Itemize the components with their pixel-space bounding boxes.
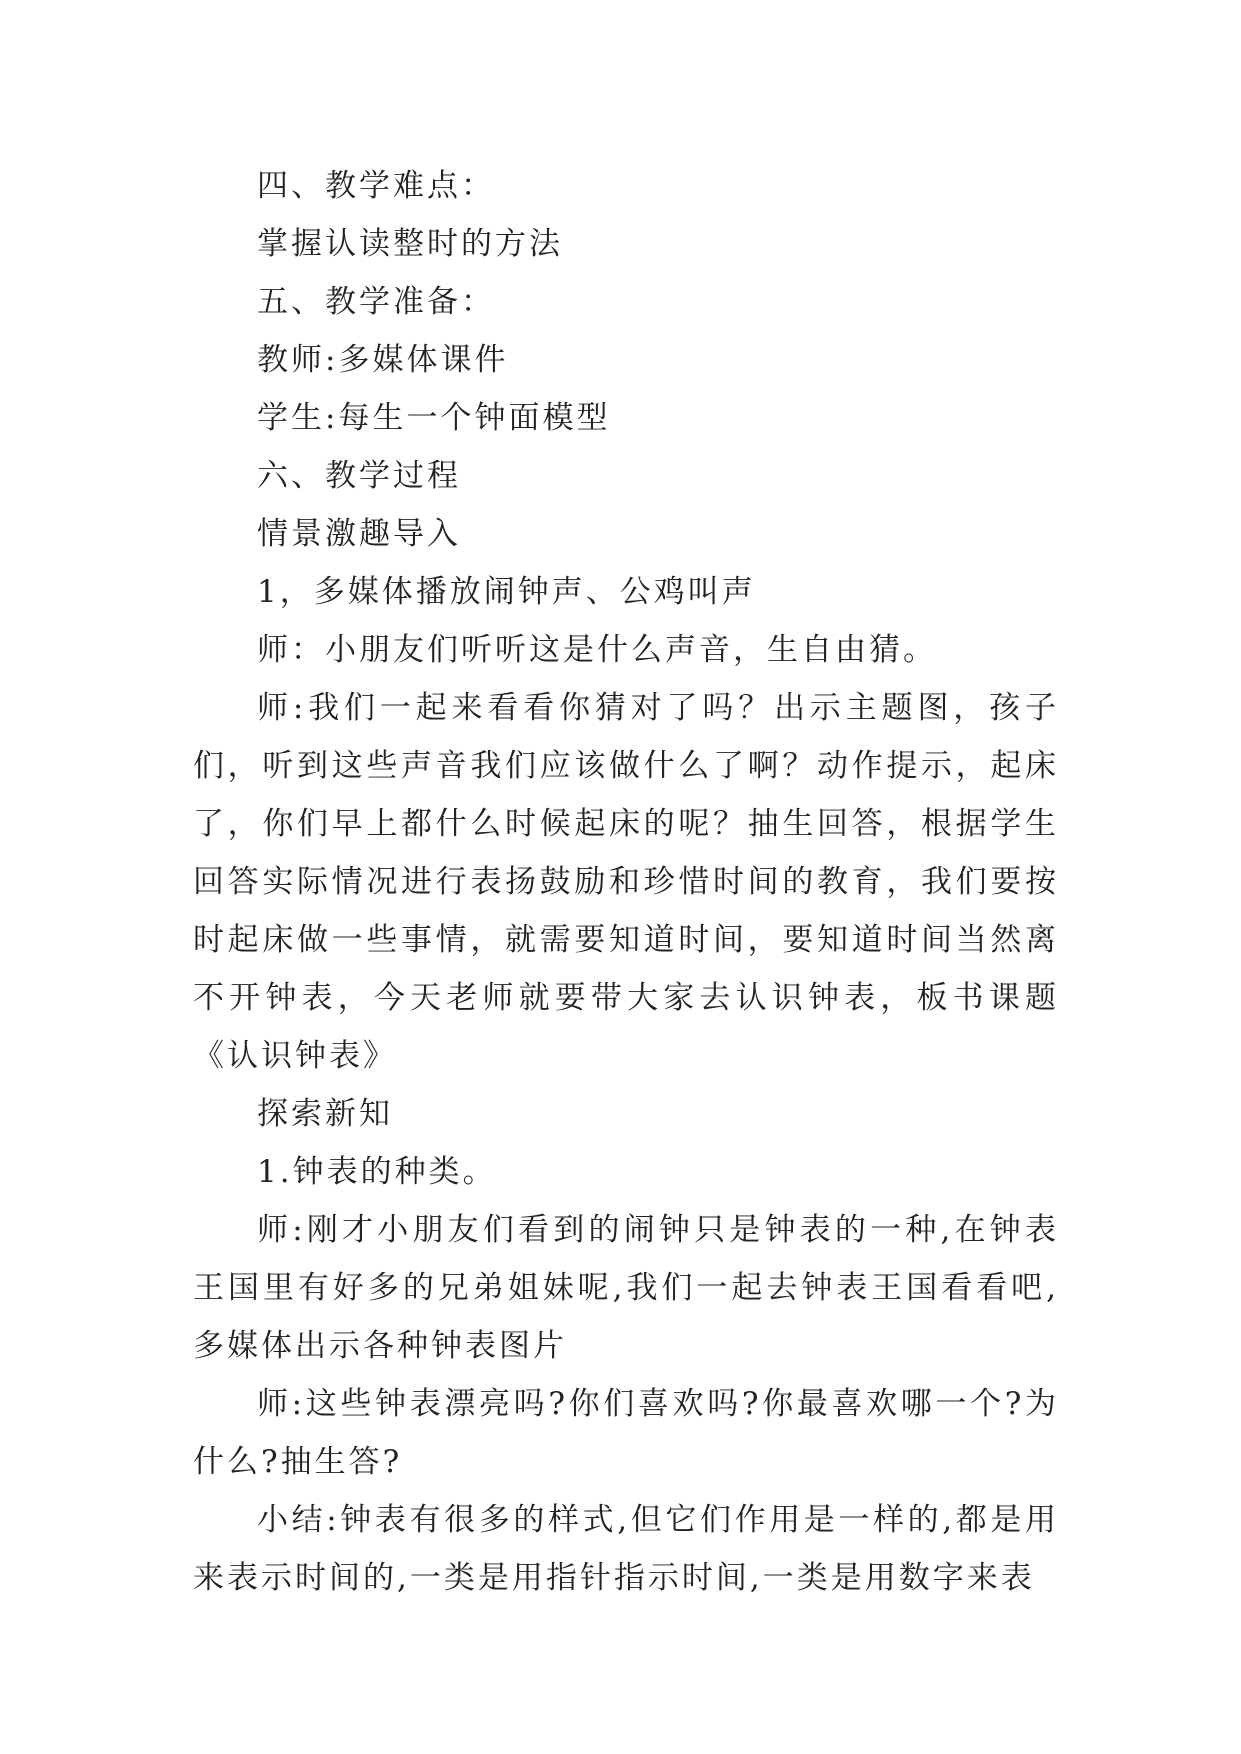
text-teacher-preparation: 教师:多媒体课件 — [257, 342, 509, 378]
text-teacher-question: 师：小朋友们听听这是什么声音，生自由猜。 — [257, 632, 937, 668]
paragraph-summary: 小结:钟表有很多的样式,但它们作用是一样的,都是用来表示时间的,一类是用指针指示时间,一类是用数字来表 — [193, 1502, 1059, 1596]
subheading-explore-new-knowledge: 探索新知 — [257, 1096, 393, 1132]
heading-teaching-preparation: 五、教学准备： — [257, 284, 495, 320]
text-student-preparation: 学生:每生一个钟面模型 — [257, 400, 611, 436]
text-step-1: 1，多媒体播放闹钟声、公鸡叫声 — [257, 574, 756, 610]
heading-teaching-difficulty: 四、教学难点： — [257, 168, 495, 204]
paragraph-clock-questions: 师:这些钟表漂亮吗?你们喜欢吗?你最喜欢哪一个?为什么?抽生答? — [193, 1386, 1059, 1480]
paragraph-theme-picture: 师:我们一起来看看你猜对了吗？出示主题图，孩子们，听到这些声音我们应该做什么了啊？动作提示，起床了，你们早上都什么时候起床的呢？抽生回答，根据学生回答实际情况进行表扬鼓励和珍惜时间的教育，我们要按时起床做一些事情，就需要知道时间，要知道时间当然离不开钟表，今天老师就要带大家去认识钟表，板书课题《认识钟表》 — [193, 690, 1059, 1074]
heading-teaching-process: 六、教学过程 — [257, 458, 461, 494]
paragraph-clock-kingdom: 师:刚才小朋友们看到的闹钟只是钟表的一种,在钟表王国里有好多的兄弟姐妹呢,我们一起去钟表王国看看吧,多媒体出示各种钟表图片 — [193, 1212, 1059, 1364]
subheading-scene-introduction: 情景激趣导入 — [257, 516, 461, 552]
document-body — [193, 157, 1059, 1607]
text-difficulty-detail: 掌握认读整时的方法 — [257, 226, 563, 262]
text-clock-types: 1.钟表的种类。 — [257, 1154, 497, 1190]
